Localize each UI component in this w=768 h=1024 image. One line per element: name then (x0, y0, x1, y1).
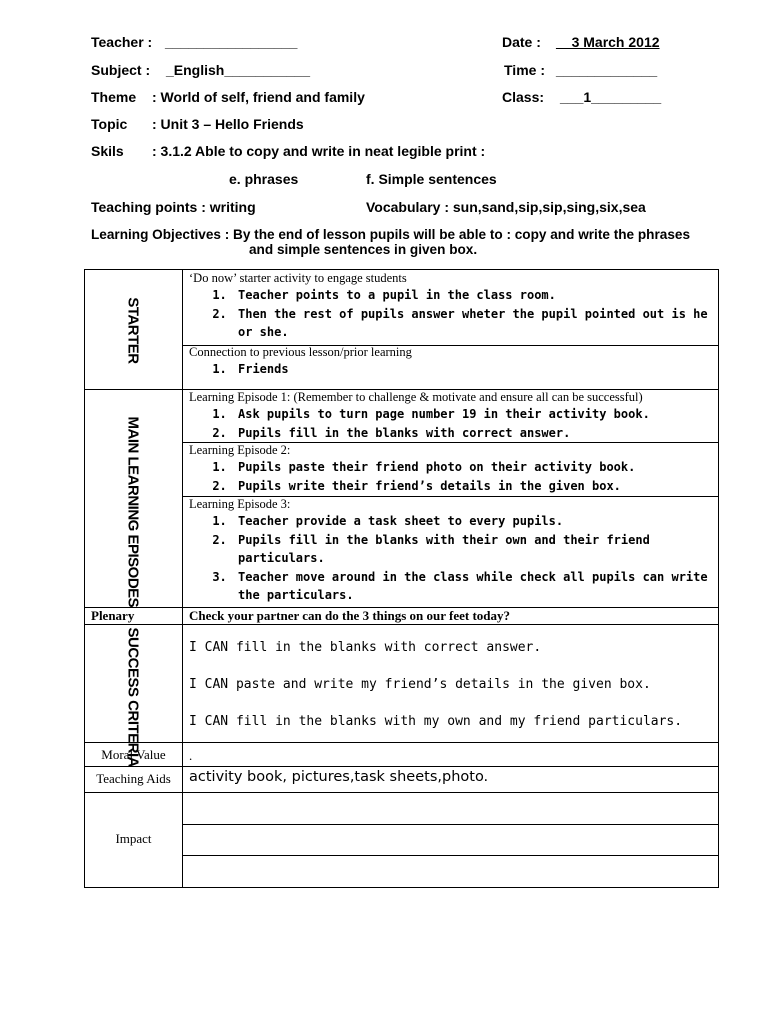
success-criteria-section (189, 640, 714, 729)
row-divider (85, 792, 718, 793)
row-divider (85, 742, 718, 743)
row-divider (85, 766, 718, 767)
row-divider (85, 624, 718, 625)
episode-1-section (189, 390, 717, 442)
impact-label: Impact (115, 831, 152, 846)
plenary-label: Plenary (91, 608, 135, 623)
skills-value: : 3.1.2 Able to copy and write in neat legible print : (152, 143, 486, 159)
list-item: 1. Teacher points to a pupil in the class room. (234, 286, 714, 305)
class-value: ___1_________ (560, 89, 662, 105)
episode-3-list (189, 512, 714, 605)
row-divider (182, 855, 718, 856)
list-item: 3. Teacher move around in the class while check all pupils can write the particulars. (234, 568, 714, 605)
skill-e-phrases: e. phrases (229, 171, 299, 187)
teacher-label: Teacher : (91, 34, 153, 50)
theme-value: : World of self, friend and family (152, 89, 365, 105)
success-criteria-item: I CAN paste and write my friend’s details in the given box. (189, 677, 651, 692)
list-item: 1. Friends (234, 360, 714, 379)
starter-side-label: STARTER (124, 297, 142, 364)
teaching-aids-text: activity book, pictures,task sheets,photo. (189, 769, 489, 785)
episode-3-section (189, 497, 714, 605)
date-value: __3 March 2012 (556, 34, 660, 50)
skills-label: Skils (91, 143, 124, 159)
row-divider (182, 824, 718, 825)
connection-section (189, 345, 714, 379)
list-item: 2. Then the rest of pupils answer wheter the pupil pointed out is he or she. (234, 305, 714, 342)
lesson-plan-table (84, 269, 719, 888)
vocabulary: Vocabulary : sun,sand,sip,sip,sing,six,sea (366, 199, 646, 215)
moral-value-label: Moral Value (101, 747, 166, 762)
learning-objectives-line1: Learning Objectives : By the end of lesson pupils will be able to : copy and write the phrases (91, 227, 691, 242)
subject-label: Subject : (91, 62, 151, 78)
date-label: Date : (502, 34, 541, 50)
do-now-title: ‘Do now’ starter activity to engage students (189, 271, 407, 285)
connection-title: Connection to previous lesson/prior learning (189, 345, 412, 359)
do-now-list (189, 286, 714, 342)
list-item: 1. Teacher provide a task sheet to every pupils. (234, 512, 714, 531)
teaching-aids-label: Teaching Aids (96, 771, 171, 786)
episode-1-title: Learning Episode 1: (Remember to challenge & motivate and ensure all can be successful) (189, 390, 643, 404)
success-criteria-side-label: SUCCESS CRITERIA (124, 627, 142, 768)
list-item: 2. Pupils write their friend’s details in the given box. (234, 477, 714, 496)
topic-label: Topic (91, 116, 128, 132)
subject-value: _English___________ (166, 62, 310, 78)
episode-1-list (189, 405, 717, 442)
success-criteria-item: I CAN fill in the blanks with my own and my friend particulars. (189, 714, 683, 729)
skill-f-sentences: f. Simple sentences (366, 171, 497, 187)
class-label: Class: (502, 89, 545, 105)
column-divider (182, 270, 183, 887)
episode-2-list (189, 458, 714, 495)
moral-value-text: . (189, 748, 193, 763)
learning-objectives-line2: and simple sentences in given box. (249, 242, 478, 257)
do-now-section (189, 271, 714, 342)
main-learning-episodes-side-label: MAIN LEARNING EPISODES (124, 416, 142, 608)
connection-list (189, 360, 714, 379)
theme-label: Theme (91, 89, 137, 105)
list-item: 1. Ask pupils to turn page number 19 in their activity book. (234, 405, 717, 424)
success-criteria-item: I CAN fill in the blanks with correct answer. (189, 640, 542, 655)
teaching-points: Teaching points : writing (91, 199, 256, 215)
topic-value: : Unit 3 – Hello Friends (152, 116, 304, 132)
episode-3-title: Learning Episode 3: (189, 497, 291, 511)
list-item: 2. Pupils fill in the blanks with correct answer. (234, 424, 717, 443)
plenary-text: Check your partner can do the 3 things on our feet today? (189, 608, 511, 623)
list-item: 1. Pupils paste their friend photo on their activity book. (234, 458, 714, 477)
time-value: _____________ (556, 62, 658, 78)
episode-2-section (189, 443, 714, 495)
episode-2-title: Learning Episode 2: (189, 443, 291, 457)
time-label: Time : (504, 62, 545, 78)
list-item: 2. Pupils fill in the blanks with their own and their friend particulars. (234, 531, 714, 568)
teacher-value: _________________ (165, 34, 298, 50)
